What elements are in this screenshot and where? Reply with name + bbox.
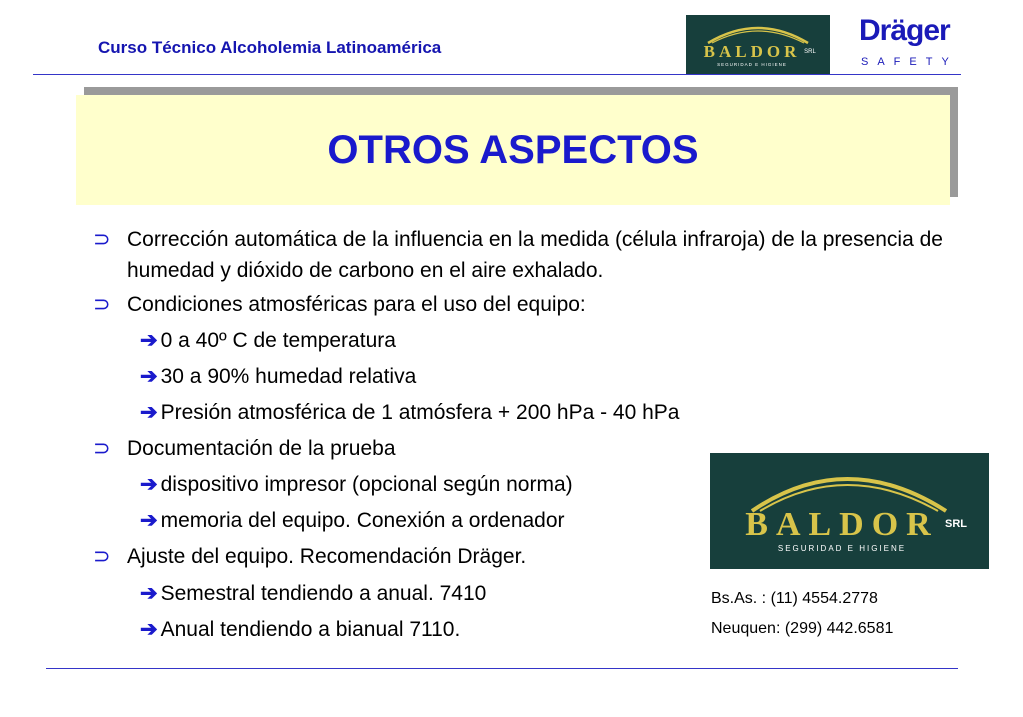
bullet-icon: ⊃	[93, 293, 111, 316]
footer-divider	[46, 668, 958, 669]
drager-safety-tagline: SAFETY	[861, 56, 958, 68]
baldor-small-word: BALDOR	[703, 42, 801, 61]
drager-wordmark: Dräger	[859, 14, 950, 47]
sub-bullet-4-1: ➔ Semestral tendiendo a anual. 7410	[140, 582, 487, 605]
arrow-right-icon: ➔	[140, 365, 158, 388]
contact-baires: Bs.As. : (11) 4554.2778	[711, 590, 878, 607]
sub-bullet-2-1: ➔ 0 a 40º C de temperatura	[140, 329, 396, 352]
arrow-right-icon: ➔	[140, 329, 158, 352]
bullet-1: Corrección automática de la influencia en la medida (célula infraroja) de la presencia de humedad y dióxido de carbono en el aire exhalado.	[127, 228, 943, 282]
baldor-logo-large	[710, 453, 989, 569]
bullet-icon: ⊃	[93, 545, 111, 568]
course-title: Curso Técnico Alcoholemia Latinoamérica	[98, 38, 442, 57]
bullet-2: Condiciones atmosféricas para el uso del equipo:	[127, 293, 586, 316]
sub-bullet-4-2: ➔ Anual tendiendo a bianual 7110.	[140, 618, 461, 641]
arrow-right-icon: ➔	[140, 509, 158, 532]
bullet-icon: ⊃	[93, 228, 111, 251]
baldor-arch-icon	[710, 453, 989, 569]
sub-bullet-3-1: ➔ dispositivo impresor (opcional según norma)	[140, 473, 573, 496]
bullet-4: Ajuste del equipo. Recomendación Dräger.	[127, 545, 527, 568]
arrow-right-icon: ➔	[140, 473, 158, 496]
bullet-3: Documentación de la prueba	[127, 437, 396, 460]
baldor-large-word: BALDOR	[745, 506, 939, 543]
contact-neuquen: Neuquen: (299) 442.6581	[711, 620, 894, 637]
arrow-right-icon: ➔	[140, 401, 158, 424]
baldor-small-suffix: SRL	[804, 49, 816, 55]
sub-bullet-2-3: ➔ Presión atmosférica de 1 atmósfera + 200 hPa - 40 hPa	[140, 401, 680, 424]
arrow-right-icon: ➔	[140, 582, 158, 605]
baldor-large-suffix: SRL	[945, 518, 967, 530]
slide-title: OTROS ASPECTOS	[327, 127, 699, 172]
sub-bullet-2-2: ➔ 30 a 90% humedad relativa	[140, 365, 417, 388]
sub-bullet-3-2: ➔ memoria del equipo. Conexión a ordenador	[140, 509, 565, 532]
baldor-small-tagline: SEGURIDAD E HIGIENE	[717, 62, 787, 67]
bullet-icon: ⊃	[93, 437, 111, 460]
baldor-large-tagline: SEGURIDAD E HIGIENE	[777, 544, 907, 553]
arrow-right-icon: ➔	[140, 618, 158, 641]
